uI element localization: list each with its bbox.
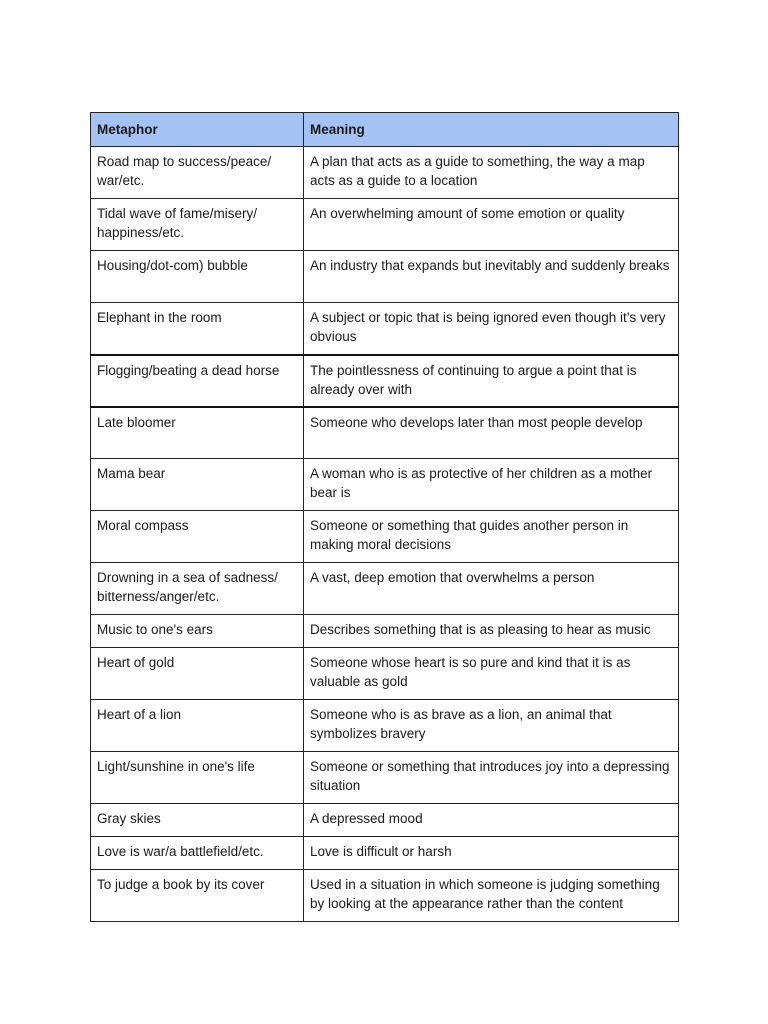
meaning-cell: A woman who is as protective of her children as a mother bear is — [304, 459, 679, 511]
metaphor-table — [90, 112, 679, 922]
table-row — [91, 563, 679, 615]
table-row — [91, 147, 679, 199]
metaphor-cell: Heart of gold — [91, 648, 304, 700]
table-row — [91, 615, 679, 648]
metaphor-cell: Tidal wave of fame/misery/ happiness/etc. — [91, 199, 304, 251]
meaning-cell: Love is difficult or harsh — [304, 837, 679, 870]
table-row — [91, 870, 679, 922]
meaning-cell: A subject or topic that is being ignored even though it’s very obvious — [304, 303, 679, 355]
table-header-row — [91, 113, 679, 147]
header-meaning: Meaning — [304, 113, 679, 147]
table-row — [91, 804, 679, 837]
meaning-cell: The pointlessness of continuing to argue a point that is already over with — [304, 355, 679, 407]
metaphor-cell: Mama bear — [91, 459, 304, 511]
metaphor-cell: Drowning in a sea of sadness/ bitterness/anger/etc. — [91, 563, 304, 615]
metaphor-cell: Light/sunshine in one's life — [91, 752, 304, 804]
metaphor-cell: Road map to success/peace/ war/etc. — [91, 147, 304, 199]
metaphor-cell: Elephant in the room — [91, 303, 304, 355]
meaning-cell: An overwhelming amount of some emotion or quality — [304, 199, 679, 251]
table-row — [91, 303, 679, 355]
table-row — [91, 700, 679, 752]
meaning-cell: Someone or something that guides another person in making moral decisions — [304, 511, 679, 563]
meaning-cell: Someone whose heart is so pure and kind that it is as valuable as gold — [304, 648, 679, 700]
header-metaphor: Metaphor — [91, 113, 304, 147]
meaning-cell: A depressed mood — [304, 804, 679, 837]
meaning-cell: Someone who is as brave as a lion, an animal that symbolizes bravery — [304, 700, 679, 752]
table-row — [91, 355, 679, 407]
metaphor-cell: Late bloomer — [91, 407, 304, 459]
table-row — [91, 459, 679, 511]
meaning-cell: Someone or something that introduces joy into a depressing situation — [304, 752, 679, 804]
meaning-cell: A plan that acts as a guide to something, the way a map acts as a guide to a location — [304, 147, 679, 199]
table-row — [91, 407, 679, 459]
meaning-cell: A vast, deep emotion that overwhelms a person — [304, 563, 679, 615]
meaning-cell: Describes something that is as pleasing to hear as music — [304, 615, 679, 648]
metaphor-cell: Heart of a lion — [91, 700, 304, 752]
metaphor-cell: Housing/dot-com) bubble — [91, 251, 304, 303]
meaning-cell: Someone who develops later than most people develop — [304, 407, 679, 459]
meaning-cell: Used in a situation in which someone is judging something by looking at the appearance rather than the content — [304, 870, 679, 922]
metaphor-cell: Moral compass — [91, 511, 304, 563]
table-row — [91, 199, 679, 251]
table-row — [91, 251, 679, 303]
table-row — [91, 752, 679, 804]
metaphor-cell: Music to one's ears — [91, 615, 304, 648]
metaphor-cell: Love is war/a battlefield/etc. — [91, 837, 304, 870]
metaphor-cell: Gray skies — [91, 804, 304, 837]
metaphor-cell: To judge a book by its cover — [91, 870, 304, 922]
table-row — [91, 837, 679, 870]
table-row — [91, 511, 679, 563]
meaning-cell: An industry that expands but inevitably and suddenly breaks — [304, 251, 679, 303]
metaphor-cell: Flogging/beating a dead horse — [91, 355, 304, 407]
table-row — [91, 648, 679, 700]
